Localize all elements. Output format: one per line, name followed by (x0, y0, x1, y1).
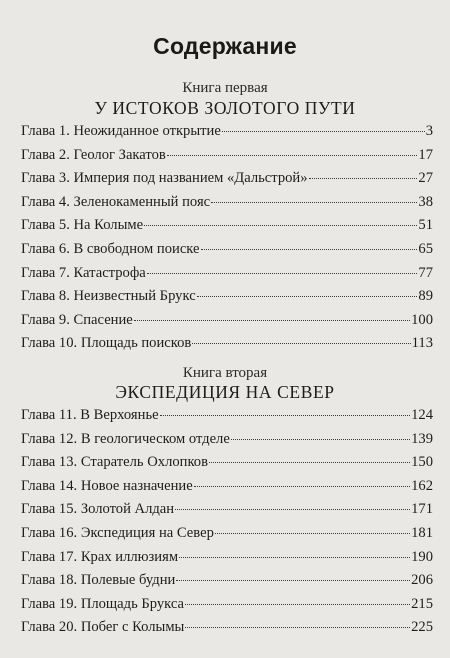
dot-leader (176, 580, 410, 581)
dot-leader (192, 343, 410, 344)
toc-entry (21, 335, 433, 359)
book-2-title: ЭКСПЕДИЦИЯ НА СЕВЕР (115, 382, 335, 402)
dot-leader (197, 296, 418, 297)
toc-entry (21, 478, 433, 502)
page-number: 27 (418, 170, 433, 187)
page-number: 113 (411, 335, 433, 352)
chapter-title: Глава 3. Империя под названием «Дальстрой» (21, 170, 308, 187)
toc-entry (21, 241, 433, 265)
page-number: 190 (411, 548, 433, 565)
toc-entry (21, 123, 433, 147)
dot-leader (179, 557, 410, 558)
page-number: 51 (418, 217, 433, 234)
page-number: 17 (418, 146, 433, 163)
dot-leader (231, 439, 410, 440)
chapter-title: Глава 14. Новое назначение (21, 477, 193, 494)
chapter-title: Глава 7. Катастрофа (21, 264, 146, 281)
chapter-title: Глава 6. В свободном поиске (21, 240, 200, 257)
book-1-label: Книга первая (182, 80, 268, 96)
dot-leader (134, 320, 410, 321)
chapter-title: Глава 2. Геолог Закатов (21, 146, 166, 163)
chapter-title: Глава 5. На Колыме (21, 217, 144, 234)
toc-entry (21, 619, 433, 643)
dot-leader (185, 627, 410, 628)
dot-leader (194, 486, 410, 487)
page-number: 124 (411, 407, 433, 423)
toc-entry (21, 549, 433, 573)
toc-entry (21, 288, 433, 312)
page-number: 77 (418, 264, 433, 281)
dot-leader (144, 225, 417, 226)
chapter-title: Глава 20. Побег с Колымы (21, 619, 185, 636)
dot-leader (185, 604, 410, 605)
dot-leader (222, 131, 425, 132)
page-number: 181 (411, 524, 433, 541)
toc-entry (21, 572, 433, 596)
chapter-title: Глава 15. Золотой Алдан (21, 501, 175, 518)
toc-entry (21, 596, 433, 620)
chapter-title: Глава 4. Зеленокаменный пояс (21, 193, 211, 210)
dot-leader (160, 415, 411, 416)
chapter-title: Глава 11. В Верхоянье (21, 407, 159, 423)
page-number: 38 (418, 193, 433, 210)
page-number: 171 (411, 501, 433, 518)
chapter-title: Глава 13. Старатель Охлопков (21, 454, 208, 471)
toc-entry (21, 501, 433, 525)
page-title: Содержание (153, 33, 297, 59)
chapter-title: Глава 9. Спасение (21, 311, 133, 328)
chapter-title: Глава 10. Площадь поисков (21, 335, 192, 352)
chapter-title: Глава 1. Неожиданное открытие (21, 123, 221, 139)
chapter-title: Глава 18. Полевые будни (21, 572, 176, 589)
toc-entry (21, 454, 433, 478)
book-2-label: Книга вторая (182, 365, 268, 381)
page-number: 215 (411, 595, 433, 612)
dot-leader (167, 155, 418, 156)
page-number: 150 (411, 454, 433, 471)
page-number: 100 (411, 311, 433, 328)
page-number: 206 (411, 572, 433, 589)
toc-entry (21, 147, 433, 171)
dot-leader (201, 249, 418, 250)
dot-leader (215, 533, 410, 534)
page-number: 3 (425, 123, 433, 139)
page-number: 139 (411, 430, 433, 447)
chapter-title: Глава 17. Крах иллюзиям (21, 548, 179, 565)
chapter-title: Глава 12. В геологическом отделе (21, 430, 230, 447)
dot-leader (147, 273, 418, 274)
dot-leader (211, 202, 417, 203)
toc-entry (21, 170, 433, 194)
toc-entry (21, 407, 433, 431)
toc-entry (21, 525, 433, 549)
book-1-title: У ИСТОКОВ ЗОЛОТОГО ПУТИ (94, 98, 356, 118)
toc-entry (21, 431, 433, 455)
dot-leader (309, 178, 418, 179)
page-number: 89 (418, 288, 433, 305)
chapter-title: Глава 16. Экспедиция на Север (21, 524, 214, 541)
chapter-title: Глава 8. Неизвестный Брукс (21, 288, 196, 305)
toc-entry (21, 217, 433, 241)
book-1-chapter-list (21, 123, 433, 359)
page-number: 225 (411, 619, 433, 636)
page-number: 162 (411, 477, 433, 494)
toc-entry (21, 194, 433, 218)
book-2-chapter-list (21, 407, 433, 643)
toc-entry (21, 312, 433, 336)
page-number: 65 (418, 240, 433, 257)
chapter-title: Глава 19. Площадь Брукса (21, 595, 185, 612)
dot-leader (209, 462, 410, 463)
dot-leader (175, 509, 410, 510)
toc-entry (21, 265, 433, 289)
